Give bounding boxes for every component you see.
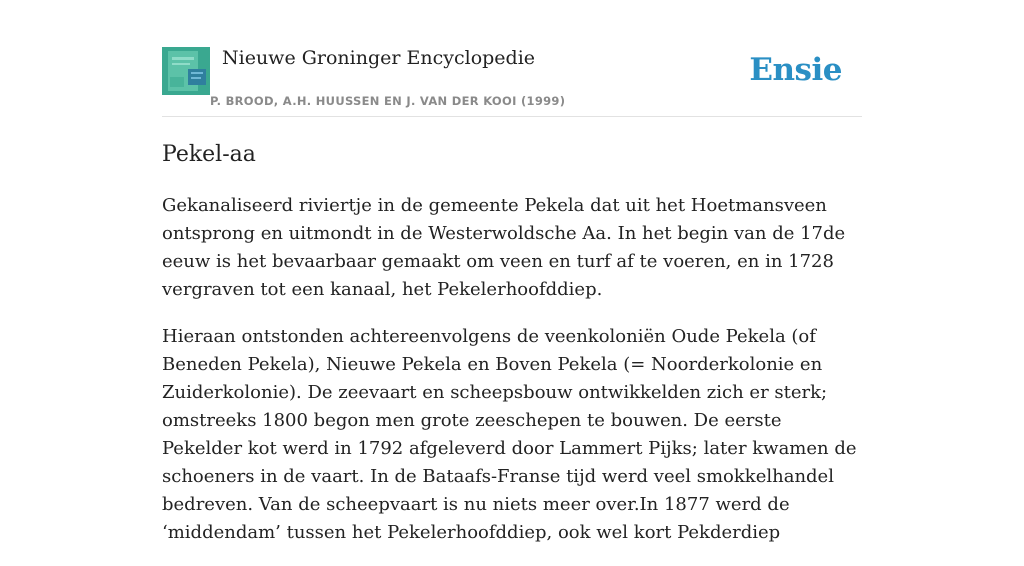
book-authors: P. BROOD, A.H. HUUSSEN EN J. VAN DER KOOI (1999): [210, 94, 566, 108]
book-cover-art: [162, 47, 210, 95]
book-title[interactable]: Nieuwe Groninger Encyclopedie: [222, 47, 536, 69]
entry-paragraph: Hieraan ontstonden achtereenvolgens de veenkoloniën Oude Pekela (of Beneden Pekela), Nieuwe Pekela en Boven Pekela (= Noorderkolonie en Zuiderkolonie). De zeevaart en scheepsbouw ontwikkelden zich er sterk; omstreeks 1800 begon men grote zeeschepen te bouwen. De eerste Pekelder kot werd in 1792 afgeleverd door Lammert Pijks; later kwamen de schoeners in de vaart. In de Bataafs-Franse tijd werd veel smokkelhandel bedreven. Van de scheepvaart is nu niets meer over.In 1877 werd de ‘middendam’ tussen het Pekelerhoofddiep, ook wel kort Pekderdiep: [162, 326, 857, 543]
entry-paragraph: Gekanaliseerd riviertje in de gemeente Pekela dat uit het Hoetmansveen ontsprong en uitmondt in de Westerwoldsche Aa. In het begin van de 17de eeuw is het bevaarbaar gemaakt om veen en turf af te voeren, en in 1728 vergraven tot een kanaal, het Pekelerhoofddiep.: [162, 195, 846, 300]
book-cover-image[interactable]: [162, 47, 210, 95]
header: [162, 0, 862, 117]
page: [162, 0, 862, 543]
entry-title: Pekel-aa: [162, 142, 256, 167]
ensie-logo[interactable]: Ensie: [749, 52, 842, 88]
entry-body: [162, 192, 862, 566]
